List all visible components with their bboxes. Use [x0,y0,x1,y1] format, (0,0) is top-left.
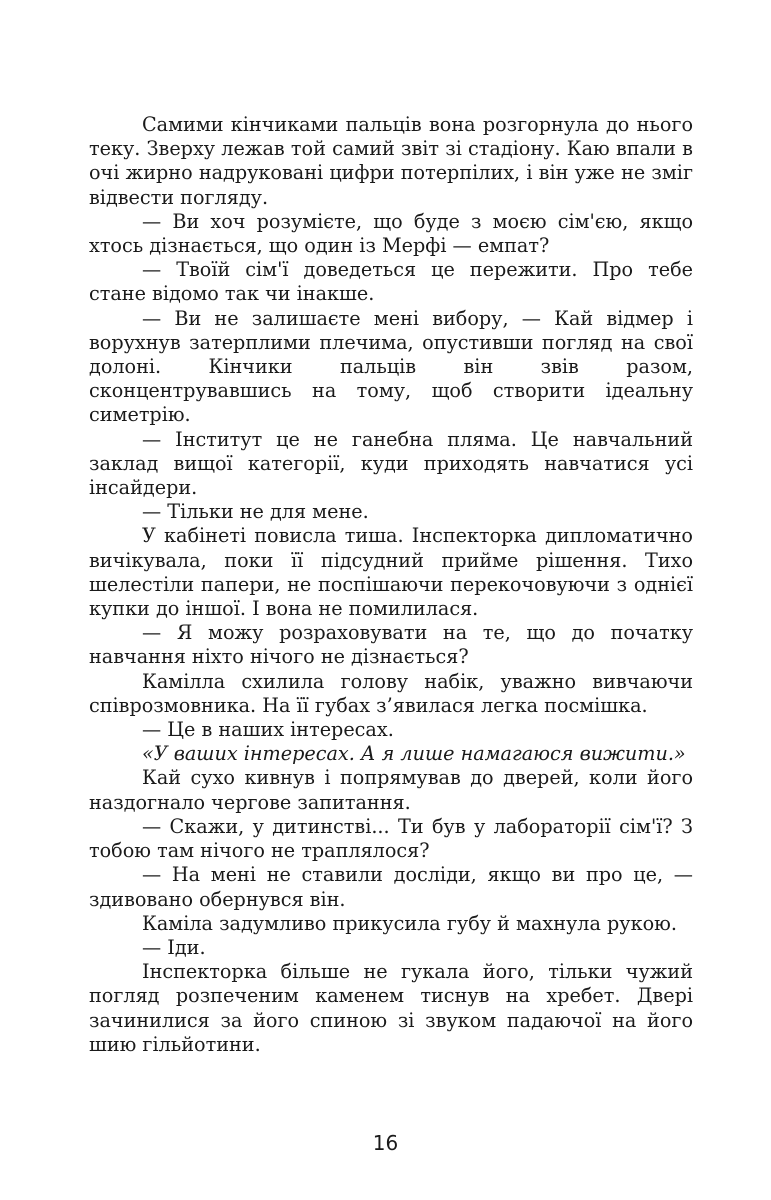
paragraph: — Це в наших інтересах. [142,718,394,742]
paragraph: — Тільки не для мене. [142,500,369,524]
paragraph: Кай сухо кивнув і попрямував до дверей, коли його наздогнало чергове запитання. [89,766,693,814]
paragraph: Інспекторка більше не гукала його, тільки чужий погляд розпеченим каменем тиснув на хребет. Двері зачинилися за його спиною зі звуком падаючої на його шию гільйотини. [89,960,693,1056]
paragraph: — Твоїй сім'ї доведеться це пережити. Про тебе стане відомо так чи інакше. [89,258,693,306]
paragraph-inner-thought: «У ваших інтересах. А я лише намагаюся вижити.» [142,742,686,766]
paragraph: — Іди. [142,935,206,959]
paragraph: — На мені не ставили досліди, якщо ви про це, — здивовано обернувся він. [89,863,693,911]
paragraph: Каміла задумливо прикусила губу й махнула рукою. [142,911,677,935]
body-text [89,113,693,1057]
paragraph: — Скажи, у дитинстві... Ти був у лабораторії сім'ї? З тобою там нічого не траплялося? [89,814,693,863]
paragraph: — Ви не залишаєте мені вибору, — Кай відмер і ворухнув затерплими плечима, опустивши погляд на свої долоні. Кінчики пальців він звів разом, сконцентрувавшись на тому, щоб створити ідеальну симетрію. [89,306,693,427]
paragraph: — Інститут це не ганебна пляма. Це навчальний заклад вищої категорії, куди приходять навчатися усі інсайдери. [89,427,693,500]
paragraph: — Я можу розраховувати на те, що до початку навчання ніхто нічого не дізнається? [89,621,693,669]
paragraph: — Ви хоч розумієте, що буде з моєю сім'єю, якщо хтось дізнається, що один із Мерфі — емпат? [89,209,693,258]
paragraph: Самими кінчиками пальців вона розгорнула до нього теку. Зверху лежав той самий звіт зі стадіону. Каю впали в очі жирно надруковані цифри потерпілих, і він уже не зміг відвести погляду. [89,113,693,209]
paragraph: Камілла схилила голову набік, уважно вивчаючи співрозмовника. На її губах з’явилася легка посмішка. [89,669,693,717]
page-number: 16 [372,1131,399,1155]
paragraph: У кабінеті повисла тиша. Інспекторка дипломатично вичікувала, поки її підсудний прийме рішення. Тихо шелестіли папери, не поспішаючи перекочовуючи з однієї купки до іншої. І вона не помилилася. [89,524,693,621]
